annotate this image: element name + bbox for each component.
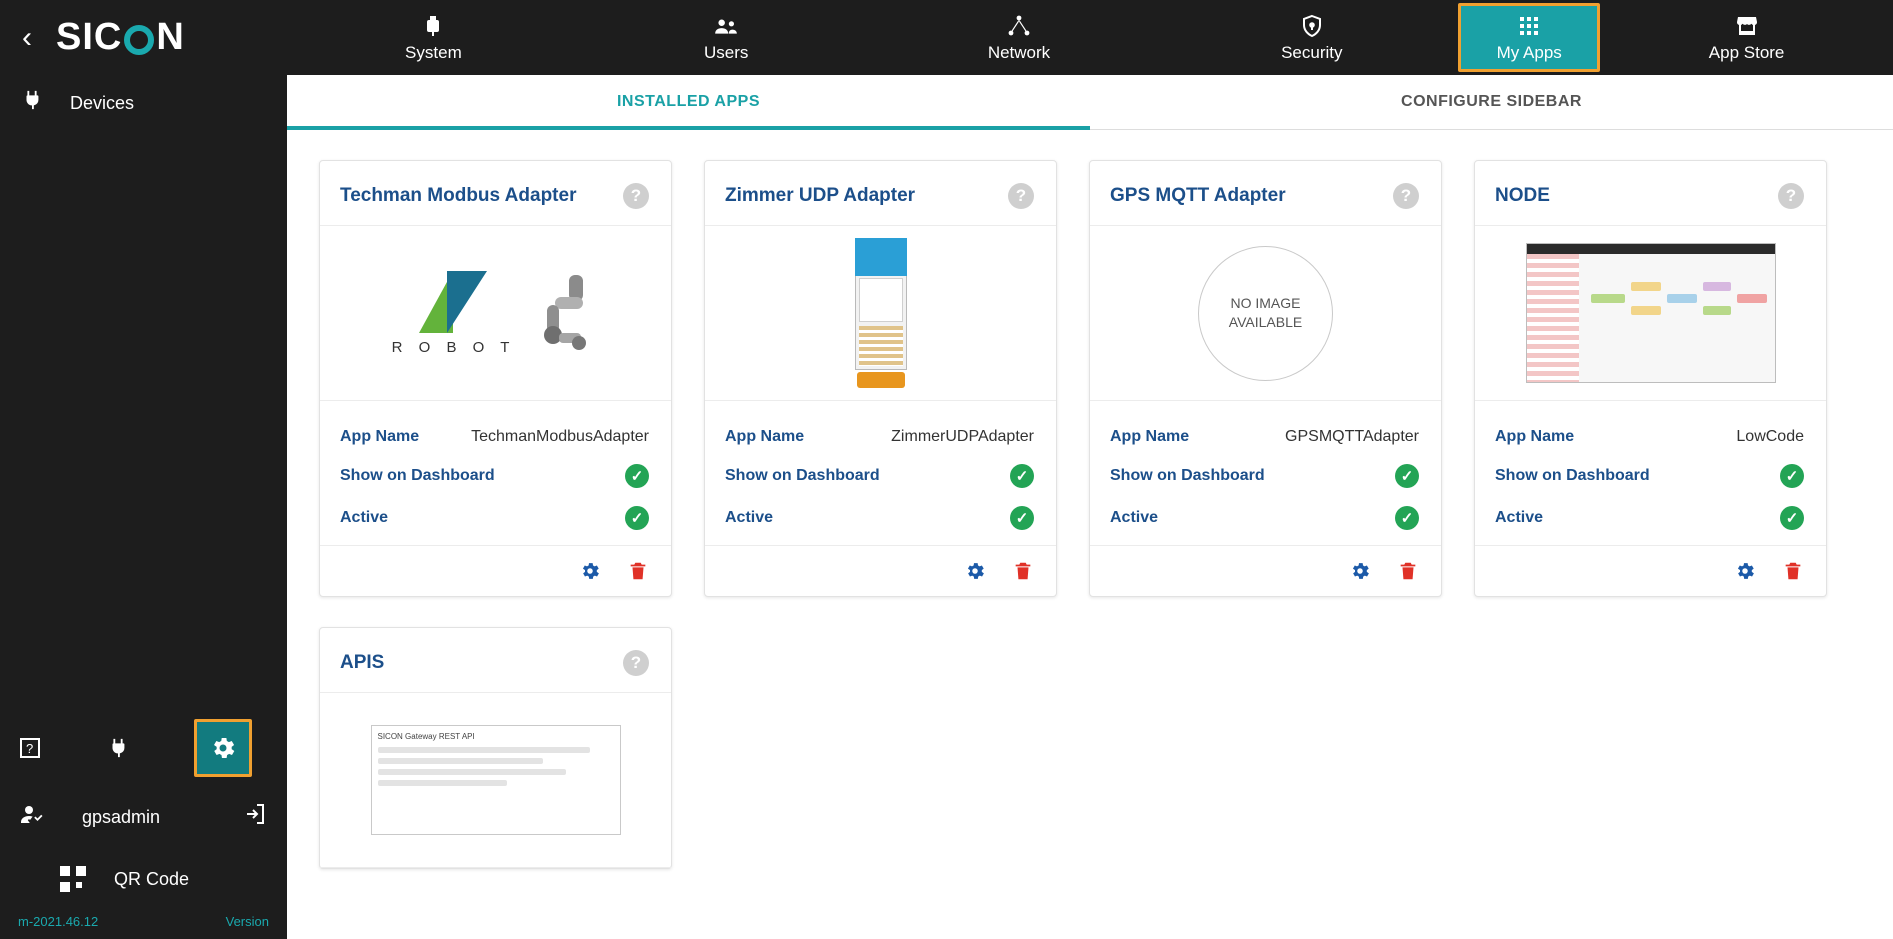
field-show-on-dashboard [1495, 455, 1804, 497]
sidebar-qr-row[interactable] [0, 848, 287, 910]
zimmer-device-photo-icon [855, 238, 907, 388]
tab-configure-sidebar[interactable]: CONFIGURE SIDEBAR [1401, 93, 1582, 110]
field-active [725, 497, 1034, 539]
nav-item-label: Security [1281, 42, 1343, 62]
field-app-name [725, 419, 1034, 455]
field-show-on-dashboard [340, 455, 649, 497]
nav-item-label: System [405, 42, 462, 62]
node-red-screenshot-icon [1526, 243, 1776, 383]
field-app-name [1495, 419, 1804, 455]
device-icon [18, 89, 46, 117]
card-media [320, 693, 671, 868]
card-body [1090, 401, 1441, 545]
check-icon: ✓ [625, 506, 649, 530]
card-media [1475, 226, 1826, 401]
nav-item-security[interactable] [1165, 0, 1458, 75]
help-icon[interactable] [8, 726, 52, 770]
card-header [705, 161, 1056, 226]
field-value: TechmanModbusAdapter [471, 428, 649, 445]
tab-bar [287, 75, 1893, 130]
help-icon[interactable]: ? [1008, 183, 1034, 209]
svg-text:?: ? [26, 741, 34, 756]
card-title: APIS [340, 652, 385, 673]
nav-item-label: Network [987, 42, 1051, 62]
card-title: Techman Modbus Adapter [340, 185, 577, 206]
nav-item-my-apps[interactable] [1458, 3, 1600, 72]
grid-apps-icon [1517, 13, 1541, 39]
field-label: Show on Dashboard [1110, 467, 1265, 484]
app-card[interactable] [704, 160, 1057, 597]
version-label: Version [225, 914, 269, 929]
delete-trash-icon[interactable] [1012, 560, 1034, 582]
delete-trash-icon[interactable] [1397, 560, 1419, 582]
card-body [705, 401, 1056, 545]
card-actions [1090, 545, 1441, 596]
card-actions [705, 545, 1056, 596]
field-show-on-dashboard [1110, 455, 1419, 497]
check-icon: ✓ [1010, 464, 1034, 488]
sidebar [0, 0, 287, 939]
no-image-placeholder: NO IMAGE AVAILABLE [1198, 246, 1333, 381]
nav-item-network[interactable] [873, 0, 1166, 75]
card-media [1090, 226, 1441, 401]
nav-item-label: My Apps [1496, 42, 1562, 62]
user-check-icon [18, 802, 46, 832]
check-icon: ✓ [1395, 464, 1419, 488]
sidebar-item-label: Devices [70, 92, 135, 113]
settings-gear-icon[interactable] [579, 560, 601, 582]
logo-ring-icon [124, 25, 154, 55]
settings-gear-icon[interactable] [194, 719, 252, 777]
logo-text-right: N [156, 16, 185, 58]
app-card[interactable] [1089, 160, 1442, 597]
store-icon [1735, 13, 1759, 39]
field-value: ZimmerUDPAdapter [891, 428, 1034, 445]
logo-text-left: SIC [56, 16, 123, 58]
check-icon: ✓ [1780, 506, 1804, 530]
help-icon[interactable]: ? [1778, 183, 1804, 209]
field-app-name [1110, 419, 1419, 455]
settings-gear-icon[interactable] [964, 560, 986, 582]
check-icon: ✓ [1780, 464, 1804, 488]
delete-trash-icon[interactable] [1782, 560, 1804, 582]
version-row [0, 910, 287, 939]
nav-item-users[interactable] [580, 0, 873, 75]
sicon-logo [56, 16, 185, 59]
card-title: GPS MQTT Adapter [1110, 185, 1286, 206]
nav-item-app-store[interactable] [1600, 0, 1893, 75]
top-navigation [287, 0, 1893, 75]
card-media [320, 226, 671, 401]
field-label: Active [1110, 509, 1159, 526]
field-active [340, 497, 649, 539]
sidebar-footer [0, 710, 287, 939]
tab-installed-apps[interactable]: INSTALLED APPS [287, 75, 1090, 129]
card-actions [320, 545, 671, 596]
field-label: App Name [1495, 428, 1575, 445]
card-header [320, 628, 671, 693]
apps-content [287, 130, 1893, 939]
settings-gear-icon[interactable] [1349, 560, 1371, 582]
sidebar-item-devices[interactable] [0, 75, 287, 131]
main-area [287, 0, 1893, 939]
field-label: Active [340, 509, 389, 526]
card-header [320, 161, 671, 226]
qr-code-icon [60, 866, 86, 892]
field-label: Active [1495, 509, 1544, 526]
check-icon: ✓ [625, 464, 649, 488]
system-icon [421, 13, 445, 39]
device-icon[interactable] [96, 726, 140, 770]
help-icon[interactable]: ? [623, 650, 649, 676]
shield-icon [1300, 13, 1324, 39]
card-title: NODE [1495, 185, 1550, 206]
field-label: App Name [340, 428, 420, 445]
sidebar-header [0, 0, 287, 75]
card-header [1090, 161, 1441, 226]
card-body [1475, 401, 1826, 545]
users-icon [713, 13, 739, 39]
sidebar-user-row [0, 786, 287, 848]
field-value: GPSMQTTAdapter [1285, 428, 1419, 445]
field-label: Show on Dashboard [1495, 467, 1650, 484]
card-body [320, 401, 671, 545]
app-card[interactable] [1474, 160, 1827, 597]
logout-icon[interactable] [241, 802, 269, 832]
logo-caption: R O B O T [391, 338, 516, 356]
help-icon[interactable]: ? [623, 183, 649, 209]
card-title: Zimmer UDP Adapter [725, 185, 916, 206]
card-media [705, 226, 1056, 401]
check-icon: ✓ [1395, 506, 1419, 530]
network-icon [1007, 13, 1031, 39]
api-doc-caption: SICON Gateway REST API [377, 732, 475, 741]
apps-grid [319, 160, 1893, 869]
field-label: Show on Dashboard [340, 467, 495, 484]
field-app-name [340, 419, 649, 455]
field-label: Active [725, 509, 774, 526]
field-active [1110, 497, 1419, 539]
delete-trash-icon[interactable] [627, 560, 649, 582]
nav-item-system[interactable] [287, 0, 580, 75]
field-label: Show on Dashboard [725, 467, 880, 484]
robot-arm-icon [529, 271, 599, 356]
field-show-on-dashboard [725, 455, 1034, 497]
nav-item-label: App Store [1708, 42, 1785, 62]
api-doc-screenshot-icon [371, 725, 621, 835]
settings-gear-icon[interactable] [1734, 560, 1756, 582]
sidebar-icon-row [0, 710, 287, 786]
nav-item-label: Users [703, 42, 749, 62]
check-icon: ✓ [1010, 506, 1034, 530]
build-number: m-2021.46.12 [18, 914, 99, 929]
app-card[interactable] [319, 160, 672, 597]
techman-logo-icon [392, 271, 600, 356]
field-label: App Name [1110, 428, 1190, 445]
field-label: App Name [725, 428, 805, 445]
back-chevron-icon[interactable]: ‹ [22, 20, 32, 54]
card-actions [1475, 545, 1826, 596]
field-active [1495, 497, 1804, 539]
card-header [1475, 161, 1826, 226]
username-label: gpsadmin [82, 806, 161, 827]
help-icon[interactable]: ? [1393, 183, 1419, 209]
qr-code-label: QR Code [114, 868, 190, 889]
field-value: LowCode [1736, 428, 1804, 445]
app-card[interactable] [319, 627, 672, 869]
